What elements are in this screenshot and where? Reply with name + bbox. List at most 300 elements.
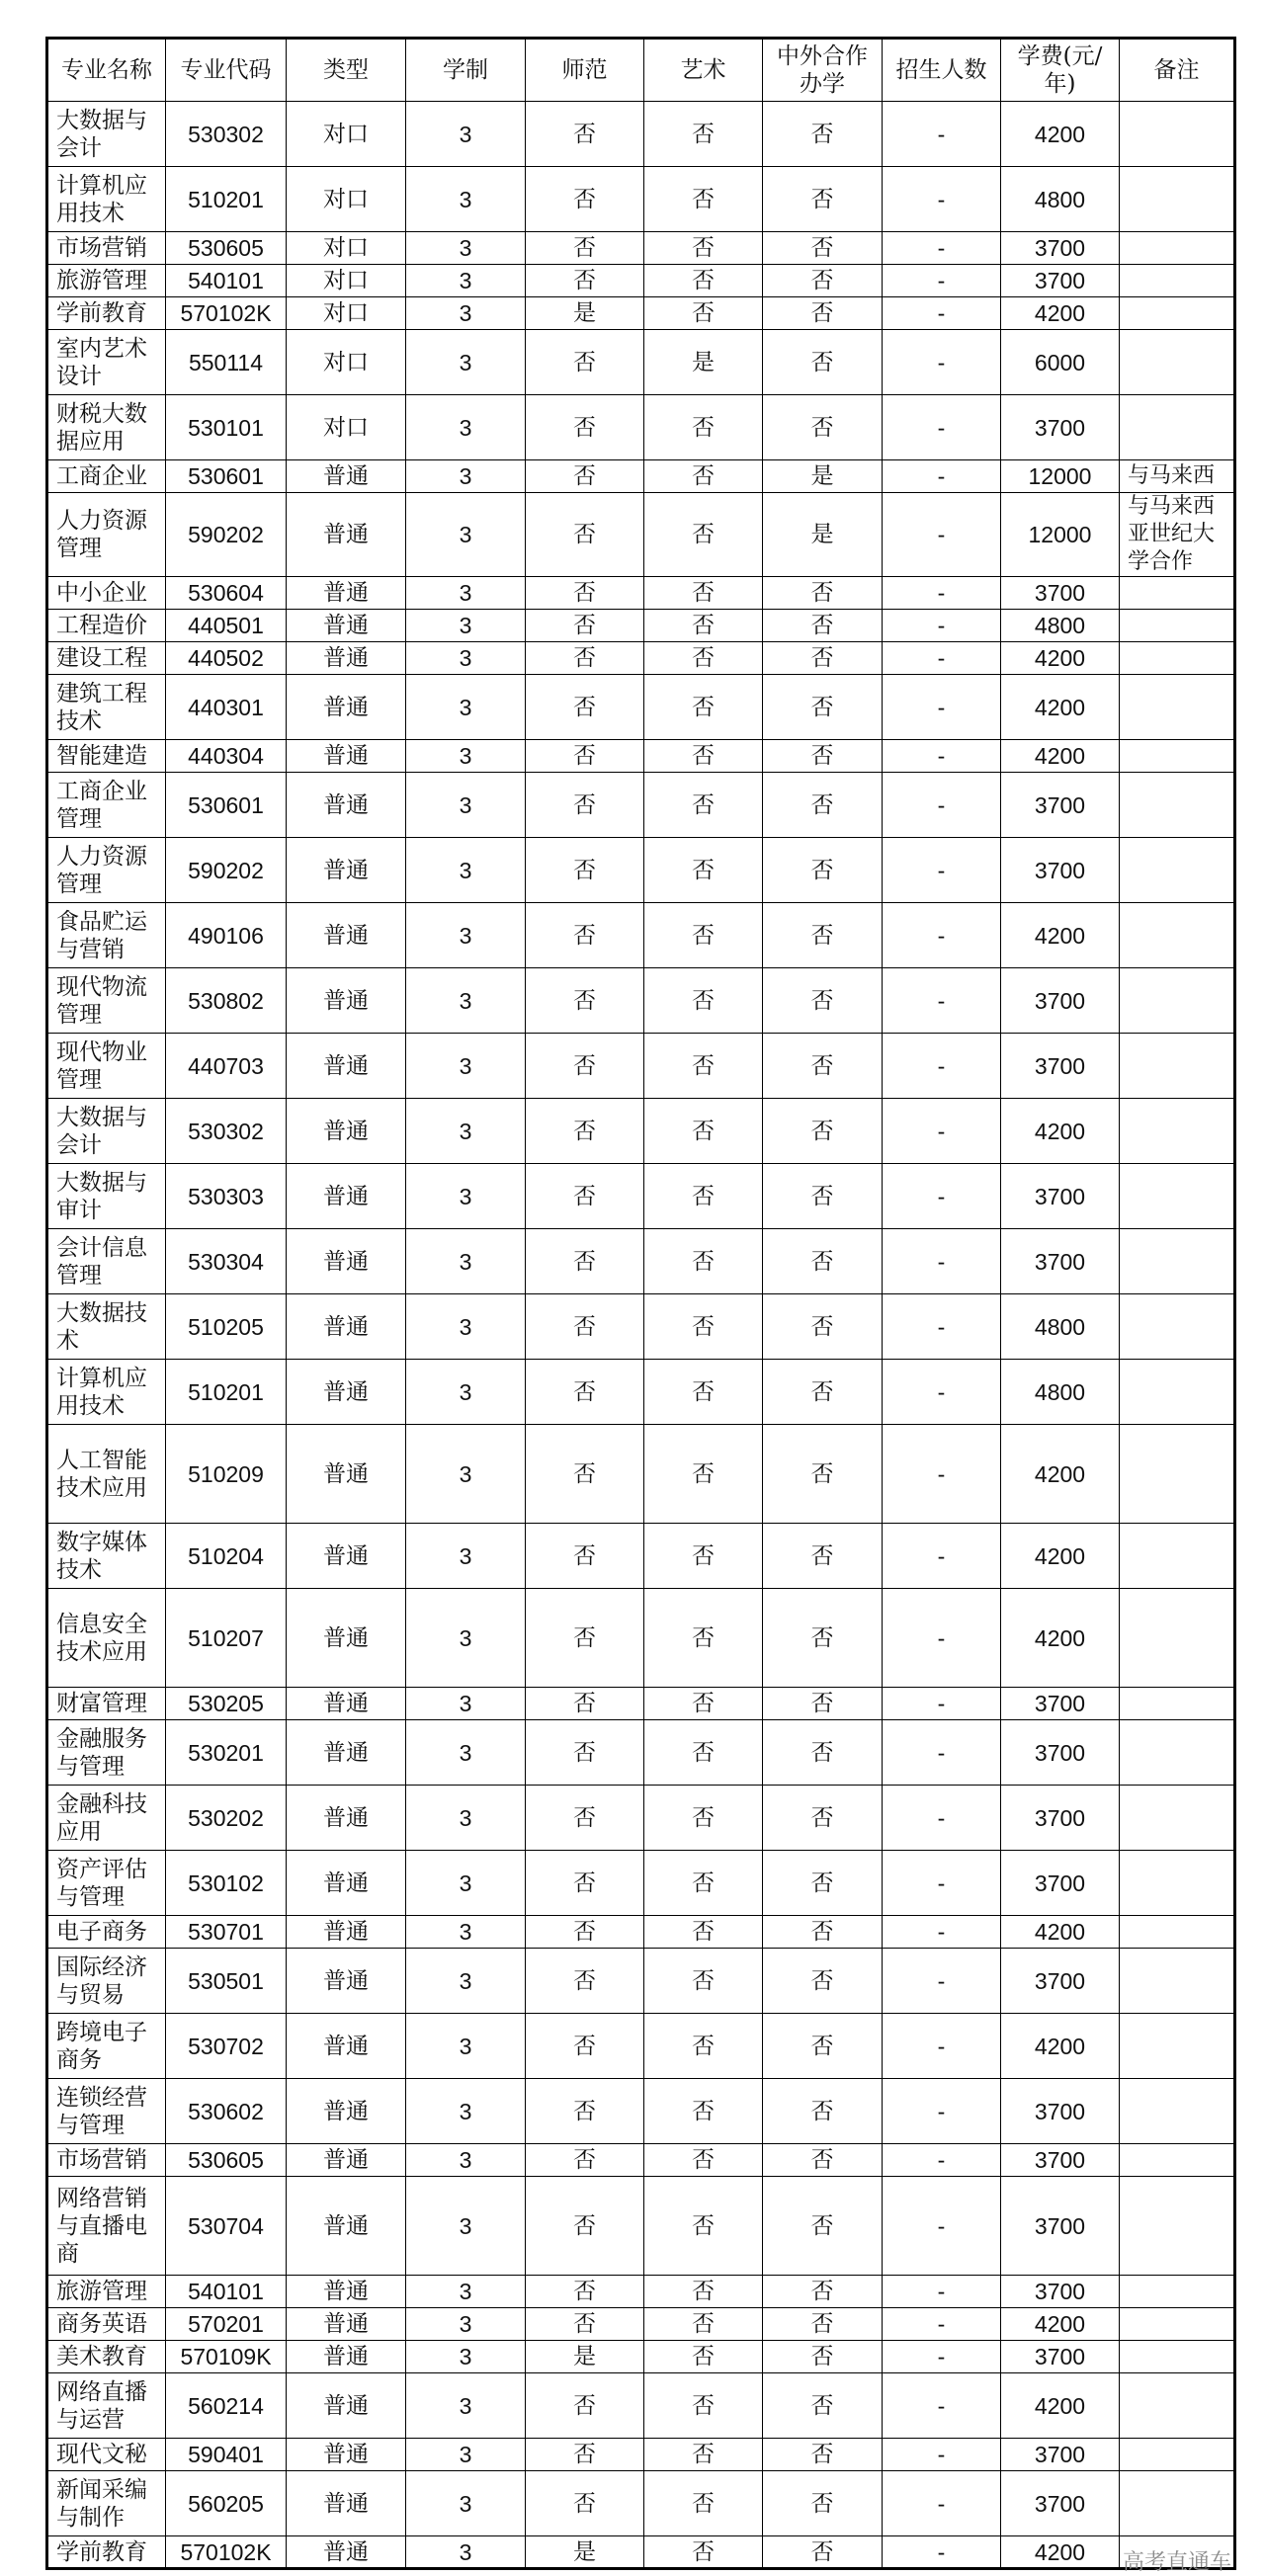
note-cell [1120, 773, 1235, 838]
type-cell: 普通 [287, 1229, 406, 1294]
art-cell: 否 [644, 1851, 763, 1916]
enrollment-cell: - [883, 330, 1001, 395]
art-cell: 否 [644, 773, 763, 838]
table-row [47, 2144, 1235, 2177]
table-row [47, 838, 1235, 903]
note-cell [1120, 102, 1235, 167]
type-cell: 普通 [287, 2276, 406, 2308]
enrollment-cell: - [883, 903, 1001, 968]
normal-cell: 否 [526, 1229, 644, 1294]
major-code-cell: 440703 [166, 1034, 287, 1099]
major-code-cell: 570109K [166, 2341, 287, 2373]
note-cell [1120, 1916, 1235, 1949]
table-row [47, 1851, 1235, 1916]
major-code-cell: 530605 [166, 2144, 287, 2177]
normal-cell: 否 [526, 2177, 644, 2276]
note-cell [1120, 2471, 1235, 2536]
table-row [47, 1524, 1235, 1589]
normal-cell: 否 [526, 2276, 644, 2308]
note-cell [1120, 1949, 1235, 2014]
major-code-cell: 590401 [166, 2439, 287, 2471]
normal-cell: 否 [526, 838, 644, 903]
note-cell [1120, 1688, 1235, 1720]
type-cell: 对口 [287, 167, 406, 232]
fee-cell: 3700 [1001, 1851, 1120, 1916]
type-cell: 普通 [287, 1916, 406, 1949]
cooperation-cell: 否 [763, 1949, 883, 2014]
major-name-cell: 市场营销 [47, 232, 166, 265]
fee-cell: 3700 [1001, 2439, 1120, 2471]
major-name-cell: 商务英语 [47, 2308, 166, 2341]
table-row [47, 265, 1235, 297]
major-name-cell: 网络直播与运营 [47, 2373, 166, 2439]
duration-cell: 3 [406, 2471, 526, 2536]
duration-cell: 3 [406, 1034, 526, 1099]
normal-cell: 否 [526, 1949, 644, 2014]
header-fee: 学费(元/年) [1001, 39, 1120, 102]
cooperation-cell: 否 [763, 610, 883, 642]
art-cell: 否 [644, 1786, 763, 1851]
cooperation-cell: 否 [763, 1034, 883, 1099]
normal-cell: 否 [526, 1720, 644, 1786]
table-row [47, 2536, 1235, 2569]
duration-cell: 3 [406, 1425, 526, 1524]
fee-cell: 3700 [1001, 1034, 1120, 1099]
type-cell: 普通 [287, 773, 406, 838]
type-cell: 普通 [287, 2144, 406, 2177]
type-cell: 普通 [287, 610, 406, 642]
header-enrollment: 招生人数 [883, 39, 1001, 102]
art-cell: 否 [644, 1589, 763, 1688]
major-name-cell: 跨境电子商务 [47, 2014, 166, 2079]
art-cell: 否 [644, 2014, 763, 2079]
fee-cell: 3700 [1001, 577, 1120, 610]
cooperation-cell: 是 [763, 493, 883, 577]
type-cell: 普通 [287, 1294, 406, 1360]
duration-cell: 3 [406, 1524, 526, 1589]
header-type: 类型 [287, 39, 406, 102]
cooperation-cell: 否 [763, 1360, 883, 1425]
fee-cell: 4200 [1001, 1589, 1120, 1688]
type-cell: 普通 [287, 2341, 406, 2373]
table-row [47, 2014, 1235, 2079]
enrollment-cell: - [883, 460, 1001, 493]
duration-cell: 3 [406, 1099, 526, 1164]
type-cell: 普通 [287, 1688, 406, 1720]
enrollment-cell: - [883, 642, 1001, 675]
enrollment-cell: - [883, 610, 1001, 642]
major-name-cell: 现代物业管理 [47, 1034, 166, 1099]
duration-cell: 3 [406, 1164, 526, 1229]
cooperation-cell: 否 [763, 330, 883, 395]
duration-cell: 3 [406, 2079, 526, 2144]
normal-cell: 否 [526, 968, 644, 1034]
type-cell: 普通 [287, 2079, 406, 2144]
major-code-cell: 530601 [166, 773, 287, 838]
fee-cell: 6000 [1001, 330, 1120, 395]
cooperation-cell: 否 [763, 1688, 883, 1720]
enrollment-cell: - [883, 1099, 1001, 1164]
fee-cell: 3700 [1001, 2276, 1120, 2308]
note-cell [1120, 675, 1235, 740]
fee-cell: 3700 [1001, 838, 1120, 903]
enrollment-cell: - [883, 297, 1001, 330]
enrollment-table [45, 37, 1236, 2570]
major-code-cell: 540101 [166, 2276, 287, 2308]
major-code-cell: 510207 [166, 1589, 287, 1688]
type-cell: 普通 [287, 2471, 406, 2536]
art-cell: 否 [644, 740, 763, 773]
type-cell: 普通 [287, 1949, 406, 2014]
fee-cell: 3700 [1001, 1164, 1120, 1229]
major-name-cell: 智能建造 [47, 740, 166, 773]
art-cell: 否 [644, 1720, 763, 1786]
normal-cell: 否 [526, 2014, 644, 2079]
cooperation-cell: 否 [763, 773, 883, 838]
cooperation-cell: 否 [763, 2373, 883, 2439]
enrollment-cell: - [883, 1786, 1001, 1851]
art-cell: 否 [644, 2439, 763, 2471]
major-code-cell: 530304 [166, 1229, 287, 1294]
header-note: 备注 [1120, 39, 1235, 102]
fee-cell: 4200 [1001, 102, 1120, 167]
normal-cell: 否 [526, 1524, 644, 1589]
art-cell: 否 [644, 1949, 763, 2014]
art-cell: 否 [644, 102, 763, 167]
note-cell [1120, 2308, 1235, 2341]
major-name-cell: 信息安全技术应用 [47, 1589, 166, 1688]
major-name-cell: 现代文秘 [47, 2439, 166, 2471]
duration-cell: 3 [406, 2276, 526, 2308]
fee-cell: 12000 [1001, 493, 1120, 577]
watermark-text: 高考直通车 [1122, 2550, 1231, 2575]
enrollment-cell: - [883, 577, 1001, 610]
major-code-cell: 570201 [166, 2308, 287, 2341]
table-row [47, 167, 1235, 232]
fee-cell: 12000 [1001, 460, 1120, 493]
table-row [47, 2341, 1235, 2373]
type-cell: 普通 [287, 577, 406, 610]
note-cell [1120, 1524, 1235, 1589]
enrollment-cell: - [883, 102, 1001, 167]
table-row [47, 2177, 1235, 2276]
table-row [47, 2439, 1235, 2471]
cooperation-cell: 否 [763, 102, 883, 167]
type-cell: 普通 [287, 1099, 406, 1164]
normal-cell: 否 [526, 577, 644, 610]
type-cell: 普通 [287, 2177, 406, 2276]
note-cell [1120, 1786, 1235, 1851]
fee-cell: 3700 [1001, 2079, 1120, 2144]
duration-cell: 3 [406, 903, 526, 968]
cooperation-cell: 否 [763, 2308, 883, 2341]
note-cell [1120, 2276, 1235, 2308]
fee-cell: 4200 [1001, 642, 1120, 675]
cooperation-cell: 否 [763, 2177, 883, 2276]
major-name-cell: 工程造价 [47, 610, 166, 642]
art-cell: 否 [644, 577, 763, 610]
normal-cell: 否 [526, 1425, 644, 1524]
fee-cell: 4200 [1001, 2373, 1120, 2439]
major-name-cell: 室内艺术设计 [47, 330, 166, 395]
type-cell: 普通 [287, 1589, 406, 1688]
fee-cell: 4200 [1001, 903, 1120, 968]
fee-cell: 4200 [1001, 1425, 1120, 1524]
fee-cell: 3700 [1001, 2177, 1120, 2276]
major-name-cell: 国际经济与贸易 [47, 1949, 166, 2014]
table-row [47, 102, 1235, 167]
fee-cell: 4800 [1001, 1294, 1120, 1360]
enrollment-cell: - [883, 675, 1001, 740]
type-cell: 普通 [287, 1720, 406, 1786]
type-cell: 对口 [287, 102, 406, 167]
normal-cell: 是 [526, 2536, 644, 2569]
cooperation-cell: 否 [763, 1916, 883, 1949]
cooperation-cell: 否 [763, 838, 883, 903]
major-code-cell: 570102K [166, 2536, 287, 2569]
art-cell: 否 [644, 2144, 763, 2177]
table-row [47, 610, 1235, 642]
cooperation-cell: 否 [763, 1294, 883, 1360]
type-cell: 普通 [287, 642, 406, 675]
header-normal: 师范 [526, 39, 644, 102]
table-row [47, 1099, 1235, 1164]
major-name-cell: 资产评估与管理 [47, 1851, 166, 1916]
duration-cell: 3 [406, 773, 526, 838]
cooperation-cell: 否 [763, 2471, 883, 2536]
art-cell: 否 [644, 297, 763, 330]
cooperation-cell: 否 [763, 2014, 883, 2079]
duration-cell: 3 [406, 1916, 526, 1949]
major-code-cell: 530702 [166, 2014, 287, 2079]
type-cell: 普通 [287, 740, 406, 773]
art-cell: 否 [644, 2373, 763, 2439]
type-cell: 普通 [287, 1851, 406, 1916]
table-row [47, 1589, 1235, 1688]
art-cell: 否 [644, 1034, 763, 1099]
cooperation-cell: 否 [763, 297, 883, 330]
major-name-cell: 连锁经营与管理 [47, 2079, 166, 2144]
duration-cell: 3 [406, 493, 526, 577]
major-code-cell: 530202 [166, 1786, 287, 1851]
normal-cell: 否 [526, 1164, 644, 1229]
major-code-cell: 510209 [166, 1425, 287, 1524]
table-row [47, 1720, 1235, 1786]
fee-cell: 4200 [1001, 740, 1120, 773]
normal-cell: 否 [526, 1786, 644, 1851]
enrollment-cell: - [883, 1229, 1001, 1294]
note-cell [1120, 740, 1235, 773]
major-name-cell: 会计信息管理 [47, 1229, 166, 1294]
table-row [47, 1786, 1235, 1851]
cooperation-cell: 否 [763, 2536, 883, 2569]
note-cell [1120, 610, 1235, 642]
enrollment-cell: - [883, 2276, 1001, 2308]
table-row [47, 2471, 1235, 2536]
duration-cell: 3 [406, 2014, 526, 2079]
type-cell: 普通 [287, 1425, 406, 1524]
note-cell [1120, 2144, 1235, 2177]
enrollment-cell: - [883, 2014, 1001, 2079]
art-cell: 否 [644, 903, 763, 968]
art-cell: 否 [644, 2308, 763, 2341]
enrollment-cell: - [883, 2144, 1001, 2177]
duration-cell: 3 [406, 1688, 526, 1720]
major-name-cell: 金融科技应用 [47, 1786, 166, 1851]
fee-cell: 3700 [1001, 1229, 1120, 1294]
normal-cell: 否 [526, 610, 644, 642]
major-code-cell: 530205 [166, 1688, 287, 1720]
duration-cell: 3 [406, 2308, 526, 2341]
normal-cell: 否 [526, 642, 644, 675]
cooperation-cell: 否 [763, 1229, 883, 1294]
note-cell [1120, 2079, 1235, 2144]
art-cell: 否 [644, 1229, 763, 1294]
major-code-cell: 440301 [166, 675, 287, 740]
duration-cell: 3 [406, 838, 526, 903]
fee-cell: 4200 [1001, 1099, 1120, 1164]
cooperation-cell: 否 [763, 2079, 883, 2144]
note-cell [1120, 330, 1235, 395]
major-code-cell: 530201 [166, 1720, 287, 1786]
type-cell: 对口 [287, 297, 406, 330]
table-row [47, 1229, 1235, 1294]
table-row [47, 1360, 1235, 1425]
art-cell: 否 [644, 167, 763, 232]
table-row [47, 1164, 1235, 1229]
major-code-cell: 440304 [166, 740, 287, 773]
cooperation-cell: 否 [763, 1524, 883, 1589]
note-cell [1120, 167, 1235, 232]
duration-cell: 3 [406, 232, 526, 265]
type-cell: 对口 [287, 395, 406, 460]
major-code-cell: 440502 [166, 642, 287, 675]
fee-cell: 3700 [1001, 2144, 1120, 2177]
duration-cell: 3 [406, 2536, 526, 2569]
major-name-cell: 工商企业 [47, 460, 166, 493]
enrollment-cell: - [883, 2341, 1001, 2373]
art-cell: 否 [644, 2536, 763, 2569]
major-name-cell: 建设工程 [47, 642, 166, 675]
art-cell: 否 [644, 1099, 763, 1164]
art-cell: 否 [644, 265, 763, 297]
table-row [47, 2079, 1235, 2144]
major-name-cell: 计算机应用技术 [47, 167, 166, 232]
note-cell [1120, 903, 1235, 968]
header-duration: 学制 [406, 39, 526, 102]
major-name-cell: 中小企业 [47, 577, 166, 610]
normal-cell: 否 [526, 773, 644, 838]
major-name-cell: 大数据与审计 [47, 1164, 166, 1229]
enrollment-cell: - [883, 2536, 1001, 2569]
normal-cell: 否 [526, 330, 644, 395]
cooperation-cell: 否 [763, 2439, 883, 2471]
table-row [47, 493, 1235, 577]
cooperation-cell: 否 [763, 642, 883, 675]
major-name-cell: 旅游管理 [47, 2276, 166, 2308]
note-cell [1120, 2014, 1235, 2079]
major-name-cell: 金融服务与管理 [47, 1720, 166, 1786]
major-code-cell: 570102K [166, 297, 287, 330]
major-code-cell: 540101 [166, 265, 287, 297]
note-cell [1120, 642, 1235, 675]
major-code-cell: 530602 [166, 2079, 287, 2144]
art-cell: 否 [644, 2177, 763, 2276]
normal-cell: 是 [526, 2341, 644, 2373]
header-major-name: 专业名称 [47, 39, 166, 102]
major-name-cell: 数字媒体技术 [47, 1524, 166, 1589]
enrollment-cell: - [883, 838, 1001, 903]
note-cell [1120, 1425, 1235, 1524]
art-cell: 否 [644, 1294, 763, 1360]
normal-cell: 否 [526, 1851, 644, 1916]
type-cell: 普通 [287, 2373, 406, 2439]
enrollment-cell: - [883, 1720, 1001, 1786]
major-name-cell: 财富管理 [47, 1688, 166, 1720]
duration-cell: 3 [406, 1294, 526, 1360]
major-name-cell: 建筑工程技术 [47, 675, 166, 740]
fee-cell: 4200 [1001, 2014, 1120, 2079]
major-name-cell: 财税大数据应用 [47, 395, 166, 460]
enrollment-cell: - [883, 2439, 1001, 2471]
normal-cell: 否 [526, 102, 644, 167]
enrollment-cell: - [883, 395, 1001, 460]
art-cell: 否 [644, 395, 763, 460]
note-cell [1120, 968, 1235, 1034]
table-row [47, 232, 1235, 265]
type-cell: 普通 [287, 968, 406, 1034]
enrollment-cell: - [883, 1164, 1001, 1229]
header-major-code: 专业代码 [166, 39, 287, 102]
enrollment-cell: - [883, 1916, 1001, 1949]
major-code-cell: 530802 [166, 968, 287, 1034]
note-cell [1120, 1360, 1235, 1425]
major-code-cell: 530704 [166, 2177, 287, 2276]
major-code-cell: 550114 [166, 330, 287, 395]
major-name-cell: 人力资源管理 [47, 493, 166, 577]
cooperation-cell: 否 [763, 2341, 883, 2373]
fee-cell: 3700 [1001, 1720, 1120, 1786]
cooperation-cell: 否 [763, 968, 883, 1034]
table-row [47, 330, 1235, 395]
duration-cell: 3 [406, 395, 526, 460]
fee-cell: 4200 [1001, 675, 1120, 740]
note-cell [1120, 395, 1235, 460]
note-cell [1120, 1851, 1235, 1916]
enrollment-cell: - [883, 493, 1001, 577]
duration-cell: 3 [406, 1360, 526, 1425]
cooperation-cell: 否 [763, 675, 883, 740]
table-row [47, 1949, 1235, 2014]
normal-cell: 否 [526, 675, 644, 740]
normal-cell: 否 [526, 1916, 644, 1949]
cooperation-cell: 否 [763, 1851, 883, 1916]
table-row [47, 1916, 1235, 1949]
fee-cell: 3700 [1001, 1688, 1120, 1720]
cooperation-cell: 否 [763, 577, 883, 610]
fee-cell: 4200 [1001, 2536, 1120, 2569]
normal-cell: 否 [526, 2439, 644, 2471]
major-code-cell: 530605 [166, 232, 287, 265]
major-name-cell: 现代物流管理 [47, 968, 166, 1034]
duration-cell: 3 [406, 2439, 526, 2471]
cooperation-cell: 否 [763, 232, 883, 265]
table-row [47, 1425, 1235, 1524]
art-cell: 否 [644, 642, 763, 675]
enrollment-cell: - [883, 167, 1001, 232]
art-cell: 否 [644, 838, 763, 903]
table-row [47, 1688, 1235, 1720]
